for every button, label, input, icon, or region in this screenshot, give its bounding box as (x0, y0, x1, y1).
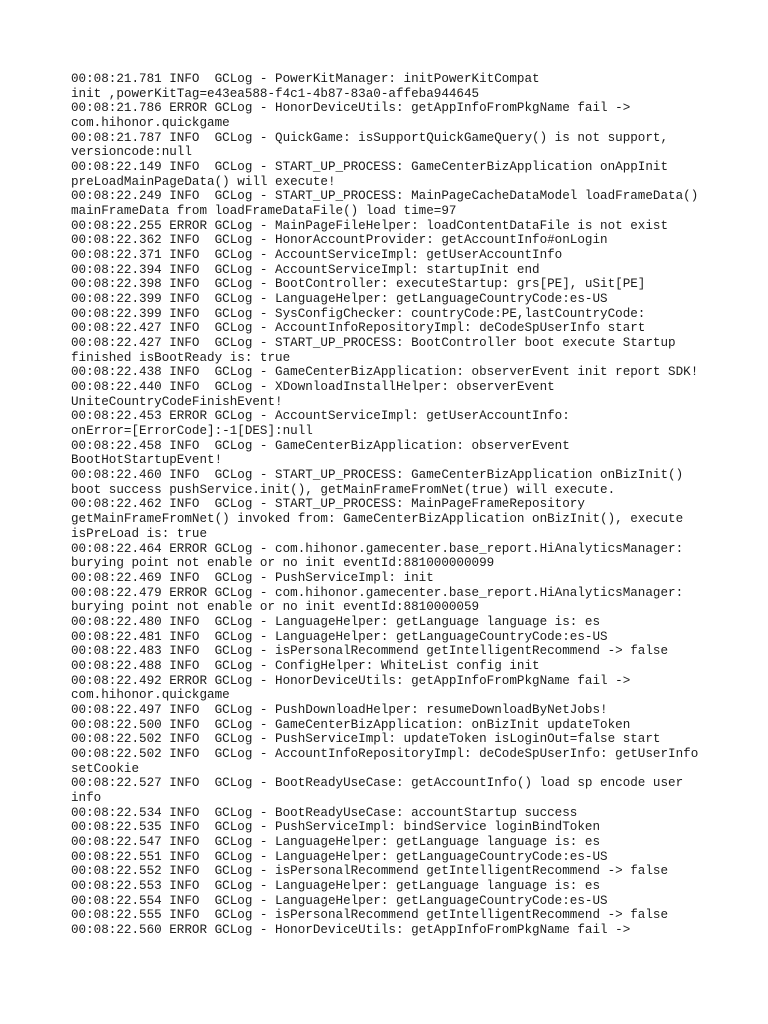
log-line: UniteCountryCodeFinishEvent! (71, 394, 283, 409)
log-line: 00:08:22.497 INFO GCLog - PushDownloadHelper: resumeDownloadByNetJobs! (71, 702, 608, 717)
log-line: BootHotStartupEvent! (71, 453, 223, 468)
log-line: 00:08:22.488 INFO GCLog - ConfigHelper: WhiteList config init (71, 658, 540, 673)
log-line: burying point not enable or no init eventId:881000000099 (71, 556, 495, 571)
log-line: 00:08:22.255 ERROR GCLog - MainPageFileHelper: loadContentDataFile is not exist (71, 218, 669, 233)
log-line: 00:08:22.362 INFO GCLog - HonorAccountProvider: getAccountInfo#onLogin (71, 233, 608, 248)
log-line: 00:08:22.555 INFO GCLog - isPersonalRecommend getIntelligentRecommend -> false (71, 908, 669, 923)
log-line: 00:08:22.500 INFO GCLog - GameCenterBizApplication: onBizInit updateToken (71, 717, 631, 732)
log-line: 00:08:22.483 INFO GCLog - isPersonalRecommend getIntelligentRecommend -> false (71, 644, 669, 659)
log-line: 00:08:21.781 INFO GCLog - PowerKitManager: initPowerKitCompat (71, 72, 540, 86)
log-line: 00:08:22.560 ERROR GCLog - HonorDeviceUtils: getAppInfoFromPkgName fail -> (71, 922, 631, 937)
log-line: mainFrameData from loadFrameDataFile() load time=97 (71, 204, 457, 219)
log-line: finished isBootReady is: true (71, 350, 291, 365)
log-line: info (71, 790, 102, 805)
log-text (71, 72, 711, 938)
log-line: 00:08:22.149 INFO GCLog - START_UP_PROCESS: GameCenterBizApplication onAppInit (71, 160, 669, 175)
log-line: 00:08:22.553 INFO GCLog - LanguageHelper: getLanguage language is: es (71, 878, 601, 893)
log-line: 00:08:22.460 INFO GCLog - START_UP_PROCESS: GameCenterBizApplication onBizInit() (71, 468, 684, 483)
log-line: 00:08:22.399 INFO GCLog - SysConfigChecker: countryCode:PE,lastCountryCode: (71, 306, 646, 321)
log-line: 00:08:22.551 INFO GCLog - LanguageHelper: getLanguageCountryCode:es-US (71, 849, 608, 864)
log-line: 00:08:21.786 ERROR GCLog - HonorDeviceUtils: getAppInfoFromPkgName fail -> (71, 101, 631, 116)
log-line: 00:08:21.787 INFO GCLog - QuickGame: isSupportQuickGameQuery() is not support, (71, 130, 669, 145)
log-line: 00:08:22.399 INFO GCLog - LanguageHelper: getLanguageCountryCode:es-US (71, 292, 608, 307)
log-line: 00:08:22.535 INFO GCLog - PushServiceImpl: bindService loginBindToken (71, 820, 601, 835)
log-line: 00:08:22.427 INFO GCLog - START_UP_PROCESS: BootController boot execute Startup (71, 336, 676, 351)
log-line: 00:08:22.502 INFO GCLog - PushServiceImpl: updateToken isLoginOut=false start (71, 732, 661, 747)
log-line: 00:08:22.427 INFO GCLog - AccountInfoRepositoryImpl: deCodeSpUserInfo start (71, 321, 646, 336)
log-line: 00:08:22.469 INFO GCLog - PushServiceImpl: init (71, 570, 434, 585)
log-line: preLoadMainPageData() will execute! (71, 174, 336, 189)
log-line: isPreLoad is: true (71, 526, 208, 541)
log-line: 00:08:22.371 INFO GCLog - AccountServiceImpl: getUserAccountInfo (71, 248, 563, 263)
log-line: 00:08:22.554 INFO GCLog - LanguageHelper: getLanguageCountryCode:es-US (71, 893, 608, 908)
log-line: 00:08:22.479 ERROR GCLog - com.hihonor.gamecenter.base_report.HiAnalyticsManager: (71, 585, 684, 600)
log-line: 00:08:22.438 INFO GCLog - GameCenterBizApplication: observerEvent init report SDK! (71, 365, 699, 380)
log-line: 00:08:22.249 INFO GCLog - START_UP_PROCESS: MainPageCacheDataModel loadFrameData() (71, 189, 699, 204)
log-line: 00:08:22.481 INFO GCLog - LanguageHelper: getLanguageCountryCode:es-US (71, 629, 608, 644)
log-line: burying point not enable or no init eventId:8810000059 (71, 600, 480, 615)
log-line: init ,powerKitTag=e43ea588-f4c1-4b87-83a0-affeba944645 (71, 86, 480, 101)
log-line: 00:08:22.527 INFO GCLog - BootReadyUseCase: getAccountInfo() load sp encode user (71, 776, 684, 791)
log-line: 00:08:22.552 INFO GCLog - isPersonalRecommend getIntelligentRecommend -> false (71, 864, 669, 879)
log-line: 00:08:22.453 ERROR GCLog - AccountServiceImpl: getUserAccountInfo: (71, 409, 570, 424)
log-line: 00:08:22.394 INFO GCLog - AccountServiceImpl: startupInit end (71, 262, 540, 277)
log-line: 00:08:22.502 INFO GCLog - AccountInfoRepositoryImpl: deCodeSpUserInfo: getUserInfo (71, 746, 699, 761)
log-line: 00:08:22.480 INFO GCLog - LanguageHelper: getLanguage language is: es (71, 614, 601, 629)
document-page (71, 72, 711, 938)
log-line: 00:08:22.534 INFO GCLog - BootReadyUseCase: accountStartup success (71, 805, 578, 820)
log-line: 00:08:22.462 INFO GCLog - START_UP_PROCESS: MainPageFrameRepository (71, 497, 585, 512)
log-line: setCookie (71, 761, 140, 776)
log-line: onError=[ErrorCode]:-1[DES]:null (71, 424, 313, 439)
log-line: 00:08:22.458 INFO GCLog - GameCenterBizApplication: observerEvent (71, 438, 570, 453)
log-line: 00:08:22.398 INFO GCLog - BootController: executeStartup: grs[PE], uSit[PE] (71, 277, 646, 292)
log-line: 00:08:22.492 ERROR GCLog - HonorDeviceUtils: getAppInfoFromPkgName fail -> (71, 673, 631, 688)
log-line: getMainFrameFromNet() invoked from: GameCenterBizApplication onBizInit(), execute (71, 512, 684, 527)
log-line: boot success pushService.init(), getMainFrameFromNet(true) will execute. (71, 482, 616, 497)
log-line: com.hihonor.quickgame (71, 116, 230, 131)
log-line: 00:08:22.440 INFO GCLog - XDownloadInstallHelper: observerEvent (71, 380, 555, 395)
log-line: com.hihonor.quickgame (71, 688, 230, 703)
log-line: versioncode:null (71, 145, 192, 160)
log-line: 00:08:22.464 ERROR GCLog - com.hihonor.gamecenter.base_report.HiAnalyticsManager: (71, 541, 684, 556)
log-line: 00:08:22.547 INFO GCLog - LanguageHelper: getLanguage language is: es (71, 834, 601, 849)
